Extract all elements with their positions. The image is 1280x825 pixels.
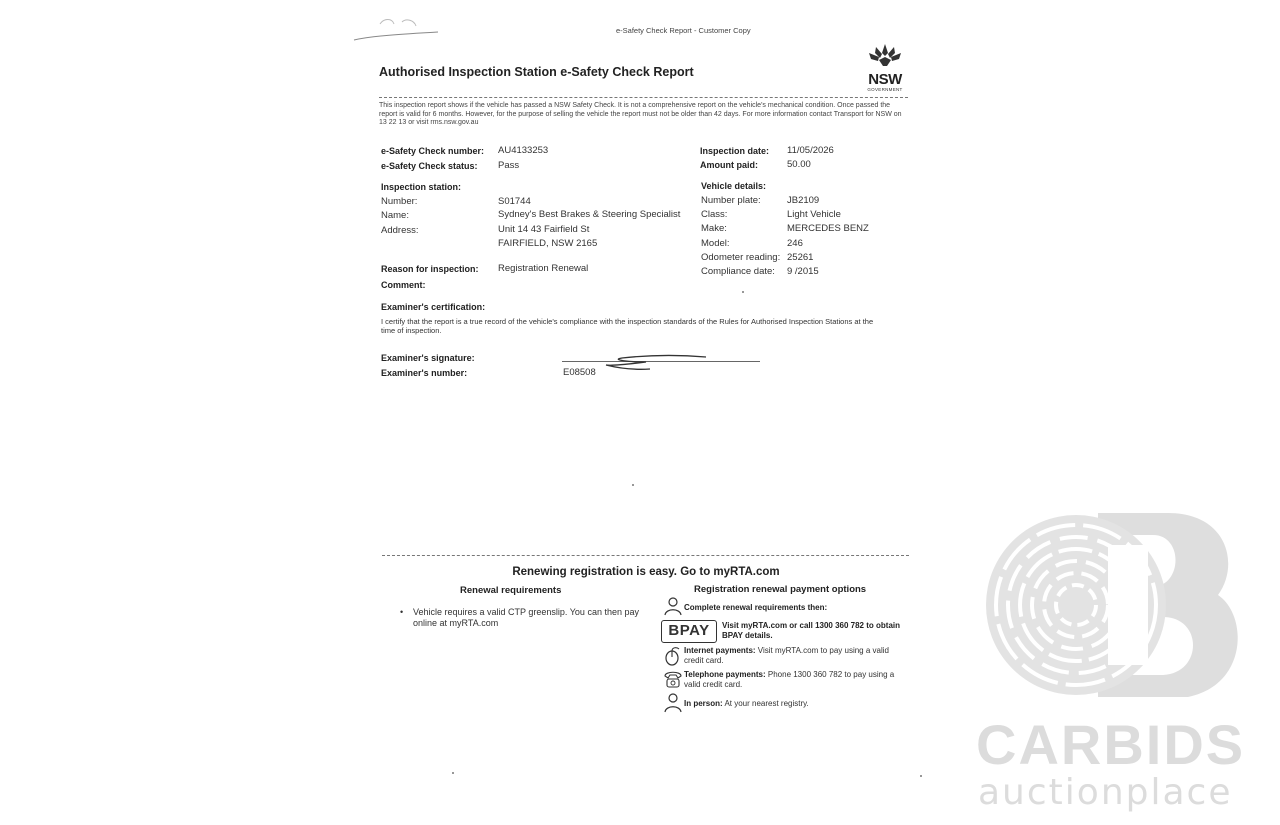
telephone-icon: [663, 669, 683, 689]
check-status-label: e-Safety Check status:: [381, 161, 478, 171]
signature-label: Examiner's signature:: [381, 353, 475, 363]
watermark-word: CARBIDS: [976, 713, 1246, 776]
station-name-value: Sydney's Best Brakes & Steering Specialist: [498, 209, 681, 220]
logo-government-text: GOVERNMENT: [867, 87, 903, 92]
plate-label: Number plate:: [701, 195, 761, 206]
station-address-line1: Unit 14 43 Fairfield St: [498, 224, 590, 235]
odometer-label: Odometer reading:: [701, 252, 781, 263]
amount-paid-value: 50.00: [787, 159, 811, 170]
make-value: MERCEDES BENZ: [787, 223, 869, 234]
certification-heading: Examiner's certification:: [381, 302, 486, 312]
inspection-date-value: 11/05/2026: [787, 145, 834, 156]
header-divider: [379, 97, 908, 98]
class-value: Light Vehicle: [787, 209, 841, 220]
plate-value: JB2109: [787, 195, 820, 206]
renewal-divider: [382, 555, 909, 556]
internet-payment-text: Visit myRTA.com to pay using a valid credit card.: [684, 646, 889, 665]
model-value: 246: [787, 238, 803, 249]
complete-requirements-text: Complete renewal requirements then:: [684, 603, 828, 612]
comment-label: Comment:: [381, 280, 426, 290]
telephone-payment-option: [684, 670, 904, 690]
carbids-fingerprint-b-icon: [978, 505, 1258, 705]
renewal-promo: Renewing registration is easy. Go to myRTA.com: [512, 566, 780, 578]
inspection-date-label: Inspection date:: [700, 146, 770, 156]
requirement-item: • Vehicle requires a valid CTP greenslip. You can then pay online at myRTA.com: [400, 607, 660, 629]
in-person-label: In person:: [684, 699, 723, 708]
scan-speck: [632, 484, 634, 486]
odometer-value: 25261: [787, 252, 814, 263]
reason-value: Registration Renewal: [498, 263, 589, 274]
examiner-number-label: Examiner's number:: [381, 368, 468, 378]
scan-speck: [452, 772, 454, 774]
amount-paid-label: Amount paid:: [700, 160, 758, 170]
mouse-icon: [663, 645, 683, 667]
make-label: Make:: [701, 223, 727, 234]
bpay-text: Visit myRTA.com or call 1300 360 782 to obtain BPAY details.: [722, 621, 900, 640]
intro-paragraph: This inspection report shows if the vehicle has passed a NSW Safety Check. It is not a comprehensive report on the vehicle's mechanical condition. Once passed the report is valid for 6 months. However, for the purpose of selling the vehicle the report must not be older than 42 days. For more information contact Transport for NSW on 13 22 13 or visit rms.nsw.gov.au: [379, 102, 902, 126]
payment-options-heading: Registration renewal payment options: [694, 584, 867, 595]
check-number-label: e-Safety Check number:: [381, 146, 485, 156]
scan-speck: [742, 291, 744, 293]
nsw-government-logo: [862, 42, 908, 92]
model-label: Model:: [701, 238, 730, 249]
handwritten-mark: [352, 14, 442, 44]
watermark-subtitle: auctionplace: [978, 772, 1233, 813]
certification-text: I certify that the report is a true record of the vehicle's compliance with the inspection standards of the Rules for Authorised Inspection Stations at the time of inspection.: [381, 317, 874, 335]
renewal-requirements-heading: Renewal requirements: [460, 585, 562, 596]
telephone-payment-text: Phone 1300 360 782 to pay using a valid credit card.: [684, 670, 895, 689]
internet-payment-label: Internet payments:: [684, 646, 756, 655]
in-person-option: [684, 699, 904, 709]
station-address-line2: FAIRFIELD, NSW 2165: [498, 238, 598, 249]
check-status-value: Pass: [498, 160, 520, 171]
internet-payment-option: [684, 646, 904, 666]
class-label: Class:: [701, 209, 728, 220]
bpay-logo: BPAY: [661, 620, 717, 643]
station-number-label: Number:: [381, 196, 418, 207]
reason-label: Reason for inspection:: [381, 264, 479, 274]
requirement-text: Vehicle requires a valid CTP greenslip. You can then pay online at myRTA.com: [413, 607, 639, 628]
station-heading: Inspection station:: [381, 182, 462, 192]
vehicle-heading: Vehicle details:: [701, 181, 767, 191]
in-person-icon: [663, 692, 683, 714]
in-person-text: At your nearest registry.: [722, 699, 809, 708]
customer-copy-label: e-Safety Check Report - Customer Copy: [616, 26, 751, 35]
scan-speck: [920, 775, 922, 777]
check-number-value: AU4133253: [498, 145, 549, 156]
station-number-value: S01744: [498, 196, 531, 207]
telephone-payment-label: Telephone payments:: [684, 670, 766, 679]
report-title: Authorised Inspection Station e-Safety Check Report: [379, 65, 694, 79]
station-address-label: Address:: [381, 225, 419, 236]
compliance-label: Compliance date:: [701, 266, 775, 277]
station-name-label: Name:: [381, 210, 409, 221]
examiner-number-value: E08508: [563, 367, 596, 378]
logo-nsw-text: NSW: [868, 71, 902, 88]
compliance-value: 9 /2015: [787, 266, 819, 277]
person-icon: [663, 596, 683, 616]
waratah-flower-icon: [865, 42, 905, 68]
